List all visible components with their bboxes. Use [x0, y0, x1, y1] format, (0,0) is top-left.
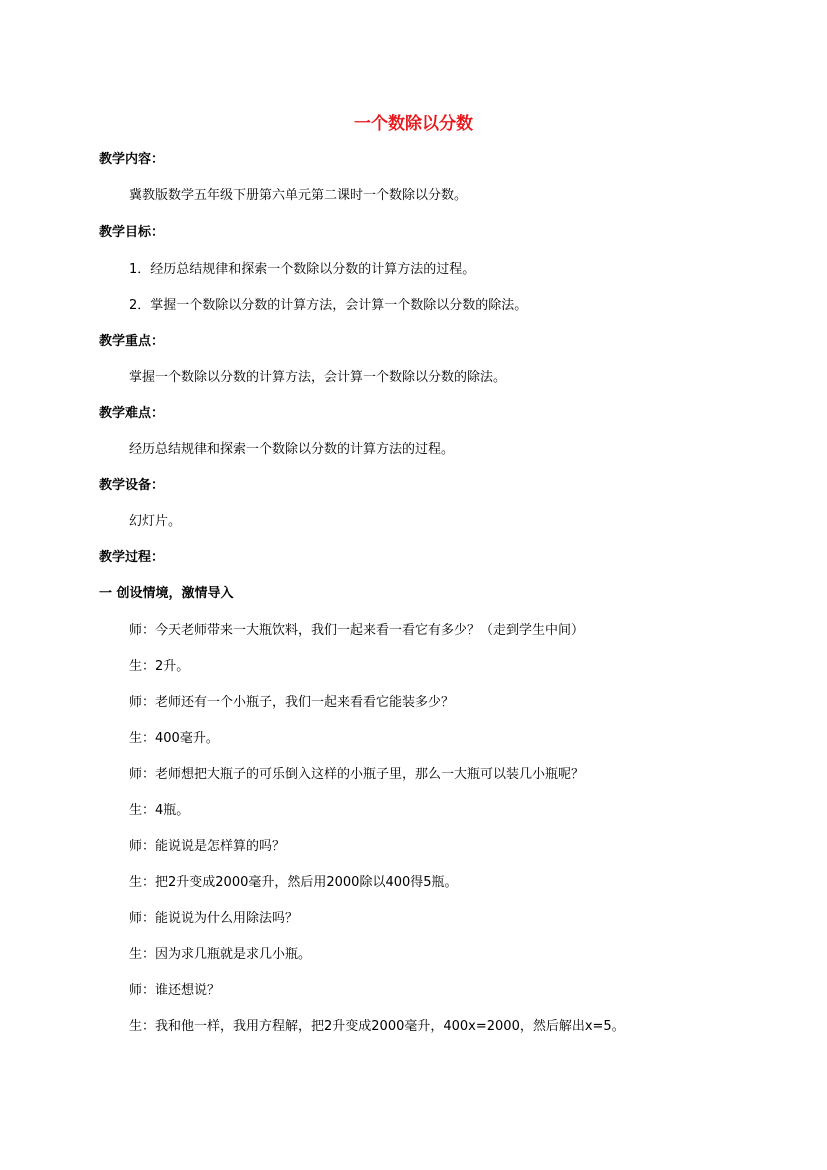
dialogue-line: 生：400毫升。 — [129, 731, 219, 746]
goal-item: 1．经历总结规律和探索一个数除以分数的计算方法的过程。 — [129, 262, 476, 277]
difficulties-heading: 教学难点： — [99, 406, 165, 421]
dialogue-line: 师：能说说是怎样算的吗？ — [129, 839, 286, 854]
dialogue-line: 师：老师想把大瓶子的可乐倒入这样的小瓶子里，那么一大瓶可以装几小瓶呢？ — [129, 767, 585, 782]
dialogue-line: 生：我和他一样，我用方程解，把2升变成2000毫升，400x=2000，然后解出x=5。 — [129, 1019, 625, 1034]
process-part1-heading: 一 创设情境，激情导入 — [99, 586, 234, 601]
dialogue-line: 师：老师还有一个小瓶子，我们一起来看看它能装多少？ — [129, 695, 455, 710]
goal-item: 2．掌握一个数除以分数的计算方法，会计算一个数除以分数的除法。 — [129, 298, 528, 313]
equipment-text: 幻灯片。 — [129, 514, 182, 529]
dialogue-line: 生：因为求几瓶就是求几小瓶。 — [129, 947, 312, 962]
dialogue-line: 师：今天老师带来一大瓶饮料，我们一起来看一看它有多少？（走到学生中间） — [129, 623, 585, 638]
dialogue-line: 生：4瓶。 — [129, 803, 190, 818]
dialogue-line: 师：能说说为什么用除法吗？ — [129, 911, 299, 926]
dialogue-line: 生：2升。 — [129, 659, 190, 674]
dialogue-line: 师：谁还想说？ — [129, 983, 221, 998]
equipment-heading: 教学设备： — [99, 478, 165, 493]
difficulties-text: 经历总结规律和探索一个数除以分数的计算方法的过程。 — [129, 442, 455, 457]
key-points-text: 掌握一个数除以分数的计算方法，会计算一个数除以分数的除法。 — [129, 370, 507, 385]
content-heading: 教学内容： — [99, 152, 165, 167]
document-title: 一个数除以分数 — [354, 114, 473, 134]
dialogue-line: 生：把2升变成2000毫升，然后用2000除以400得5瓶。 — [129, 875, 458, 890]
content-text: 冀教版数学五年级下册第六单元第二课时一个数除以分数。 — [129, 188, 468, 203]
key-points-heading: 教学重点： — [99, 334, 165, 349]
process-heading: 教学过程： — [99, 550, 165, 565]
goals-heading: 教学目标： — [99, 225, 165, 240]
